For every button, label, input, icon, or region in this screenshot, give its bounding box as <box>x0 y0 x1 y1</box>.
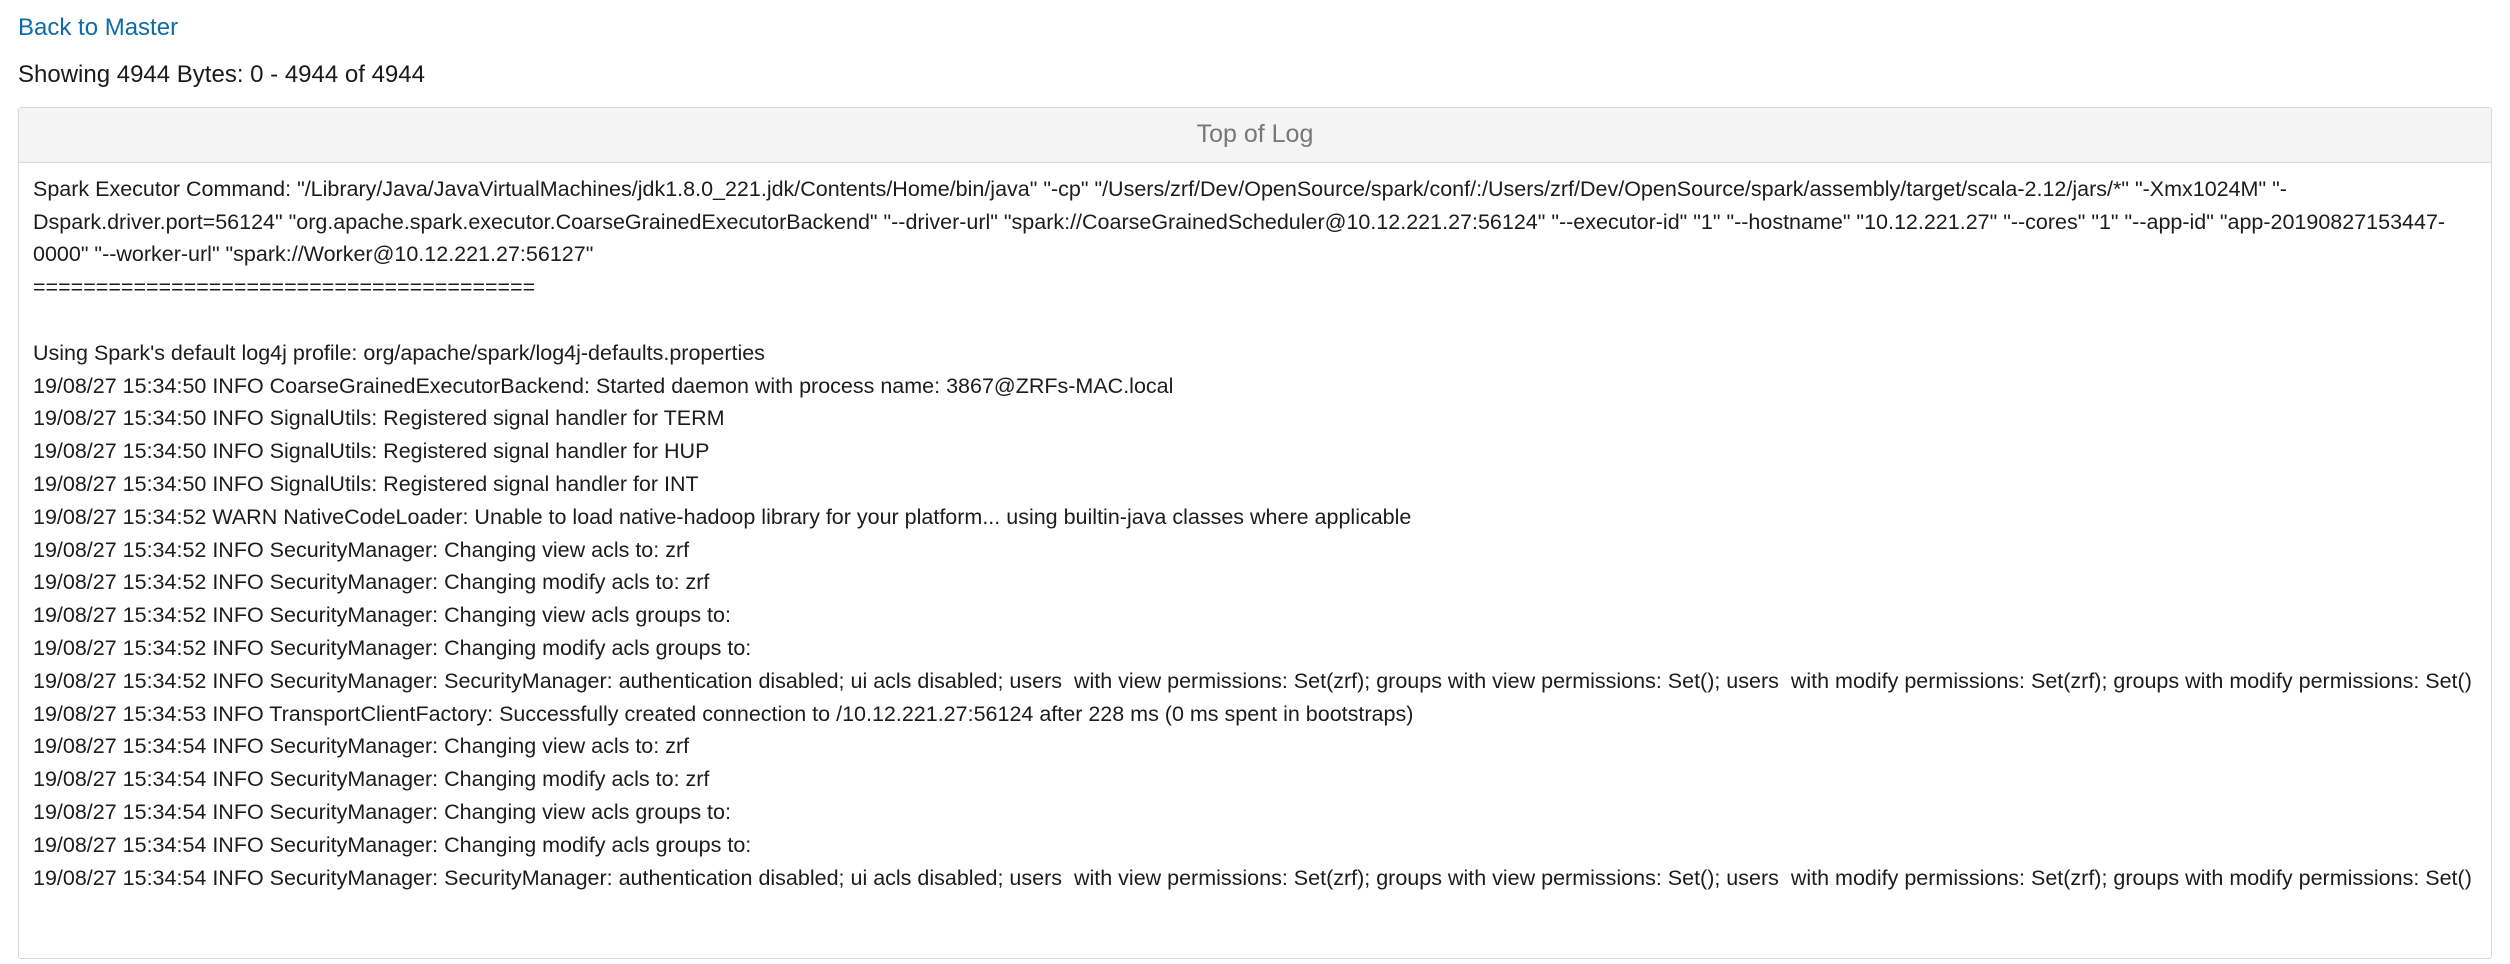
log-line: Using Spark's default log4j profile: org/apache/spark/log4j-defaults.properties <box>33 340 765 365</box>
log-line: 19/08/27 15:34:52 INFO SecurityManager: Changing modify acls groups to: <box>33 635 752 660</box>
showing-bytes-status: Showing 4944 Bytes: 0 - 4944 of 4944 <box>18 60 425 88</box>
log-line: 19/08/27 15:34:54 INFO SecurityManager: Changing view acls groups to: <box>33 799 731 824</box>
log-line: 19/08/27 15:34:50 INFO SignalUtils: Registered signal handler for INT <box>33 471 699 496</box>
log-line: 19/08/27 15:34:52 WARN NativeCodeLoader: Unable to load native-hadoop library for your platform... using builtin-java classes where applicable <box>33 504 1412 529</box>
log-line: 19/08/27 15:34:50 INFO SignalUtils: Registered signal handler for HUP <box>33 439 710 464</box>
log-line: 19/08/27 15:34:54 INFO SecurityManager: Changing view acls to: zrf <box>33 734 690 759</box>
back-to-master-link[interactable]: Back to Master <box>18 14 179 41</box>
log-panel <box>18 107 2492 959</box>
log-line: 19/08/27 15:34:54 INFO SecurityManager: SecurityManager: authentication disabled; ui acls disabled; users with view permissions: Set(zrf); groups with view permissions: Set(); users with modify permissions: Set(zrf); groups with modify permissions: Set() <box>33 865 2472 890</box>
log-content[interactable] <box>19 163 2491 958</box>
log-line: 19/08/27 15:34:52 INFO SecurityManager: Changing modify acls to: zrf <box>33 570 710 595</box>
log-line: 19/08/27 15:34:50 INFO CoarseGrainedExecutorBackend: Started daemon with process name: 3867@ZRFs-MAC.local <box>33 373 1174 398</box>
log-line: 19/08/27 15:34:50 INFO SignalUtils: Registered signal handler for TERM <box>33 406 725 431</box>
log-line: 19/08/27 15:34:54 INFO SecurityManager: Changing modify acls to: zrf <box>33 767 710 792</box>
log-line: 19/08/27 15:34:52 INFO SecurityManager: SecurityManager: authentication disabled; ui acls disabled; users with view permissions: Set(zrf); groups with view permissions: Set(); users with modify permissions: Set(zrf); groups with modify permissions: Set() <box>33 668 2472 693</box>
log-line: 19/08/27 15:34:52 INFO SecurityManager: Changing view acls to: zrf <box>33 537 690 562</box>
log-line: 19/08/27 15:34:54 INFO SecurityManager: Changing modify acls groups to: <box>33 832 752 857</box>
log-line: 19/08/27 15:34:52 INFO SecurityManager: Changing view acls groups to: <box>33 603 731 628</box>
log-line: 19/08/27 15:34:53 INFO TransportClientFactory: Successfully created connection to /10.12.221.27:56124 after 228 ms (0 ms spent in bootstraps) <box>33 701 1414 726</box>
log-panel-header: Top of Log <box>19 108 2491 163</box>
log-line: ======================================== <box>33 275 536 300</box>
log-line: Spark Executor Command: "/Library/Java/JavaVirtualMachines/jdk1.8.0_221.jdk/Contents/Home/bin/java" "-cp" "/Users/zrf/Dev/OpenSource/spark/conf/:/Users/zrf/Dev/OpenSource/spark/assembly/target/scala-2.12/jars/*" "-Xmx1024M" "-Dspark.driver.port=56124" "org.apache.spark.executor.CoarseGrainedExecutorBackend" "--driver-url" "spark://CoarseGrainedScheduler@10.12.221.27:56124" "--executor-id" "1" "--hostname" "10.12.221.27" "--cores" "1" "--app-id" "app-20190827153447-0000" "--worker-url" "spark://Worker@10.12.221.27:56127" <box>33 176 2446 267</box>
log-line <box>33 304 2477 337</box>
